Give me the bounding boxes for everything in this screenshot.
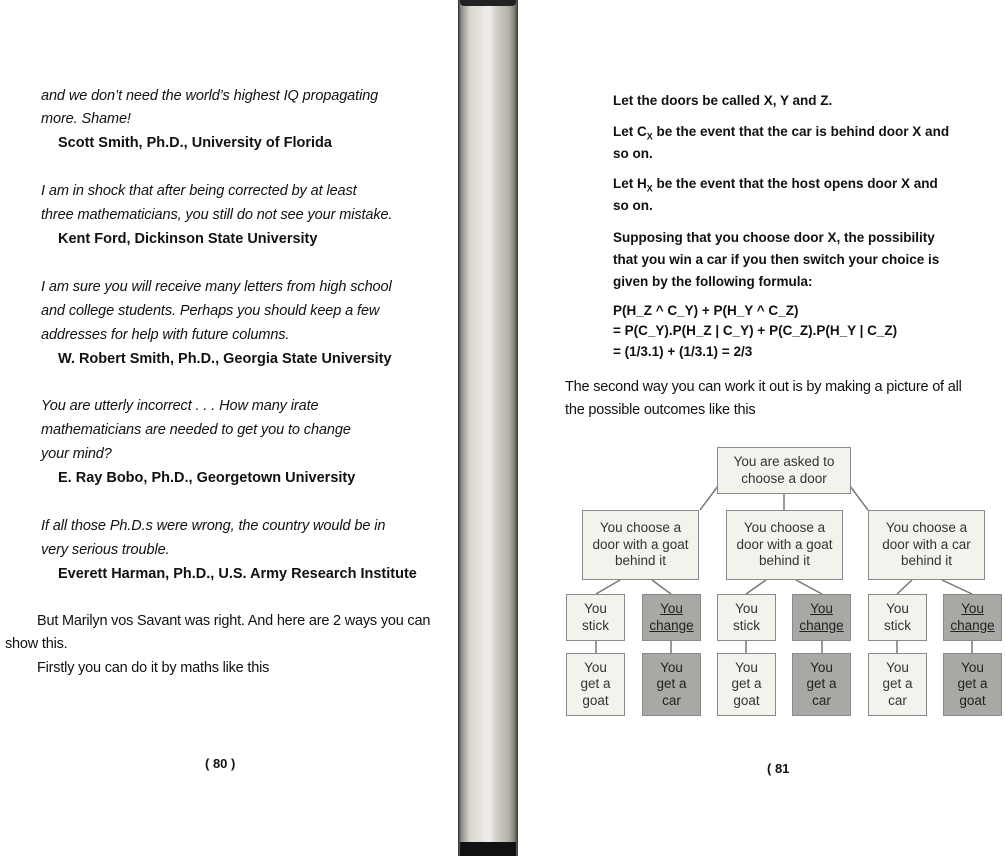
cx-line-2: so on. (613, 146, 653, 161)
quote-3-line-2: and college students. Perhaps you should keep a few (41, 303, 380, 319)
page-number-right: ( 81 (767, 761, 790, 776)
cx-pre: Let C (613, 124, 647, 139)
quote-4-line-3: your mind? (41, 446, 112, 462)
tree-result-change-label-2: You get a car (806, 659, 837, 708)
quote-2-line-2: three mathematicians, you still do not see your mistake. (41, 207, 393, 223)
doors-line: Let the doors be called X, Y and Z. (613, 93, 833, 108)
suppose-line-3: given by the following formula: (613, 274, 813, 289)
tree-change-label-2: You change (799, 601, 844, 633)
quote-2-author: Kent Ford, Dickinson State University (58, 231, 318, 247)
tree-root-box (717, 447, 851, 494)
suppose-line-2: that you win a car if you then switch your choice is (613, 252, 940, 267)
quote-1-line-2: more. Shame! (41, 111, 131, 127)
second-way-line-2: the possible outcomes like this (565, 402, 756, 418)
tree-stick-label-1: You stick (582, 601, 609, 633)
tree-result-change-label-1: You get a car (656, 659, 687, 708)
quote-1-line-1: and we don’t need the world’s highest IQ propagating (41, 88, 379, 104)
tree-choice-box-1 (582, 510, 699, 580)
hx-post: be the event that the host opens door X and (652, 176, 938, 191)
tree-stick-box-1 (566, 594, 625, 641)
suppose-line-1: Supposing that you choose door X, the possibility (613, 230, 935, 245)
hx-pre: Let H (613, 176, 647, 191)
quote-4-line-2: mathematicians are needed to get you to change (41, 422, 351, 438)
tree-result-stick-label-1: You get a goat (580, 659, 611, 708)
hx-line-2: so on. (613, 198, 653, 213)
quote-1-author: Scott Smith, Ph.D., University of Florida (58, 135, 332, 151)
formula-line-2: = P(C_Y).P(H_Z | C_Y) + P(C_Z).P(H_Y | C_Z) (613, 323, 898, 338)
quote-5-line-2: very serious trouble. (41, 542, 170, 558)
tree-change-box-3 (943, 594, 1002, 641)
tree-stick-box-2 (717, 594, 776, 641)
tree-choice-box-3 (868, 510, 985, 580)
tree-result-change-2 (792, 653, 851, 716)
tree-stick-label-2: You stick (733, 601, 760, 633)
tree-result-change-1 (642, 653, 701, 716)
tree-result-stick-1 (566, 653, 625, 716)
tree-result-stick-label-2: You get a goat (731, 659, 762, 708)
body-line-2: show this. (5, 636, 68, 652)
quote-5-author: Everett Harman, Ph.D., U.S. Army Research Institute (58, 566, 417, 582)
tree-choice-label-2: You choose a door with a goat behind it (736, 520, 833, 569)
tree-choice-box-2 (726, 510, 843, 580)
formula-line-1: P(H_Z ^ C_Y) + P(H_Y ^ C_Z) (613, 303, 799, 318)
cx-sub: X (646, 131, 653, 142)
quote-3-author: W. Robert Smith, Ph.D., Georgia State University (58, 351, 392, 367)
tree-result-change-3 (943, 653, 1002, 716)
tree-root-label: You are asked to choose a door (733, 454, 835, 486)
tree-choice-label-1: You choose a door with a goat behind it (592, 520, 689, 569)
tree-choice-label-3: You choose a door with a car behind it (882, 520, 971, 569)
quote-5-line-1: If all those Ph.D.s were wrong, the country would be in (41, 518, 386, 534)
tree-change-box-1 (642, 594, 701, 641)
quote-3-line-3: addresses for help with future columns. (41, 327, 290, 343)
quote-4-line-1: You are utterly incorrect . . . How many irate (41, 398, 319, 414)
body-line-1: But Marilyn vos Savant was right. And here are 2 ways you can (37, 613, 431, 629)
quote-4-author: E. Ray Bobo, Ph.D., Georgetown University (58, 470, 356, 486)
second-way-line-1: The second way you can work it out is by making a picture of all (565, 379, 962, 395)
cx-post: be the event that the car is behind door X and (652, 124, 950, 139)
quote-3-line-1: I am sure you will receive many letters from high school (41, 279, 392, 295)
tree-stick-box-3 (868, 594, 927, 641)
tree-result-stick-2 (717, 653, 776, 716)
tree-stick-label-3: You stick (884, 601, 911, 633)
quote-2-line-1: I am in shock that after being corrected by at least (41, 183, 357, 199)
tree-result-stick-3 (868, 653, 927, 716)
tree-result-change-label-3: You get a goat (957, 659, 988, 708)
tree-result-stick-label-3: You get a car (882, 659, 913, 708)
formula-line-3: = (1/3.1) + (1/3.1) = 2/3 (613, 344, 753, 359)
body-line-3: Firstly you can do it by maths like this (37, 660, 270, 676)
tree-change-label-3: You change (950, 601, 995, 633)
hx-sub: X (646, 183, 653, 194)
tree-change-box-2 (792, 594, 851, 641)
page-number-left: ( 80 ) (205, 756, 236, 771)
tree-change-label-1: You change (649, 601, 694, 633)
